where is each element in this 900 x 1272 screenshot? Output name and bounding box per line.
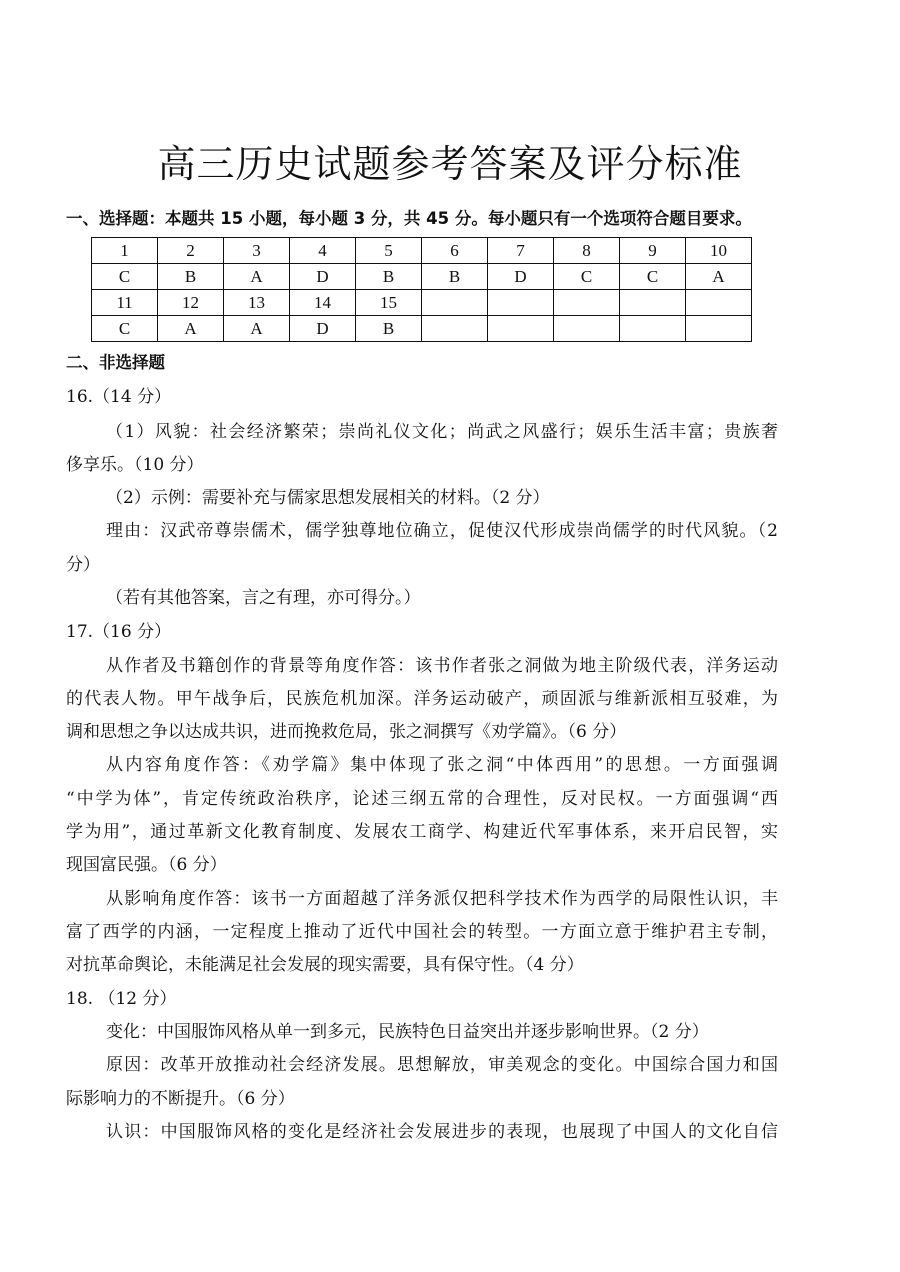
answer-cell: D [290,316,356,342]
answer-line: 际影响力的不断提升。（6 分） [66,1089,295,1109]
question-number-cell [554,290,620,316]
answer-cell [554,316,620,342]
question-number-cell: 3 [224,238,290,264]
answer-note: （若有其他答案，言之有理，亦可得分。） [106,588,421,608]
section-2-heading: 二、非选择题 [66,353,165,372]
question-number-cell: 15 [356,290,422,316]
answer-cell: B [356,264,422,290]
question-number-cell: 13 [224,290,290,316]
answer-cell: A [224,316,290,342]
answer-line: 富了西学的内涵，一定程度上推动了近代中国社会的转型。一方面立意于维护君主专制， [66,922,778,942]
question-number-row [92,290,752,316]
answer-line: 认识：中国服饰风格的变化是经济社会发展进步的表现，也展现了中国人的文化自信 [106,1122,778,1142]
question-number-cell: 7 [488,238,554,264]
answer-line: “中学为体”，肯定传统政治秩序，论述三纲五常的合理性，反对民权。一方面强调“西 [66,789,778,809]
answer-cell: A [158,316,224,342]
answer-cell [686,316,752,342]
answer-cell: C [554,264,620,290]
answer-line: 分） [66,555,100,575]
answer-line: 原因：改革开放推动社会经济发展。思想解放，审美观念的变化。中国综合国力和国 [106,1055,778,1075]
question-number-cell: 10 [686,238,752,264]
answer-cell: D [488,264,554,290]
answer-cell: D [290,264,356,290]
question-18-header: 18. （12 分） [66,989,177,1009]
answer-cell: B [356,316,422,342]
answer-line: 调和思想之争以达成共识，进而挽救危局，张之洞撰写《劝学篇》。（6 分） [66,722,627,742]
answer-row [92,316,752,342]
question-number-cell: 2 [158,238,224,264]
question-number-cell [422,290,488,316]
answer-line: 从作者及书籍创作的背景等角度作答：该书作者张之洞做为地主阶级代表，洋务运动 [106,656,778,676]
answer-cell: A [224,264,290,290]
answer-line: 侈享乐。（10 分） [66,455,204,475]
question-number-cell: 1 [92,238,158,264]
question-number-cell: 12 [158,290,224,316]
answer-line: 变化：中国服饰风格从单一到多元，民族特色日益突出并逐步影响世界。（2 分） [106,1022,709,1042]
answer-cell [620,316,686,342]
question-16-header: 16.（14 分） [66,387,172,407]
answer-cell: A [686,264,752,290]
question-number-cell: 9 [620,238,686,264]
answer-line: 的代表人物。甲午战争后，民族危机加深。洋务运动破产，顽固派与维新派相互驳难，为 [66,689,778,709]
question-number-cell: 6 [422,238,488,264]
answer-line: （1）风貌：社会经济繁荣；崇尚礼仪文化；尚武之风盛行；娱乐生活丰富；贵族奢 [106,422,778,442]
question-number-cell: 8 [554,238,620,264]
answer-line: 从影响角度作答：该书一方面超越了洋务派仅把科学技术作为西学的局限性认识，丰 [106,889,778,909]
answer-line: 对抗革命舆论，未能满足社会发展的现实需要，具有保守性。（4 分） [66,955,584,975]
answer-cell: B [158,264,224,290]
answer-line: （2）示例：需要补充与儒家思想发展相关的材料。（2 分） [106,488,550,508]
answer-cell [488,316,554,342]
answer-line: 理由：汉武帝尊崇儒术，儒学独尊地位确立，促使汉代形成崇尚儒学的时代风貌。（2 [106,521,778,541]
answer-table [91,237,752,342]
section-1-heading: 一、选择题：本题共 15 小题，每小题 3 分，共 45 分。每小题只有一个选项符合题目要求。 [66,209,752,228]
question-number-cell [686,290,752,316]
question-number-cell: 5 [356,238,422,264]
question-number-cell [620,290,686,316]
question-number-cell [488,290,554,316]
question-17-header: 17.（16 分） [66,622,172,642]
answer-row [92,264,752,290]
question-number-cell: 11 [92,290,158,316]
answer-cell: C [620,264,686,290]
answer-line: 学为用”，通过革新文化教育制度、发展农工商学、构建近代军事体系，来开启民智，实 [66,822,778,842]
answer-cell: C [92,316,158,342]
question-number-cell: 14 [290,290,356,316]
answer-cell [422,316,488,342]
question-number-row [92,238,752,264]
answer-line: 现国富民强。（6 分） [66,855,227,875]
answer-line: 从内容角度作答：《劝学篇》集中体现了张之洞“中体西用”的思想。一方面强调 [106,755,778,775]
answer-cell: C [92,264,158,290]
answer-cell: B [422,264,488,290]
page-title: 高三历史试题参考答案及评分标准 [157,142,743,186]
question-number-cell: 4 [290,238,356,264]
